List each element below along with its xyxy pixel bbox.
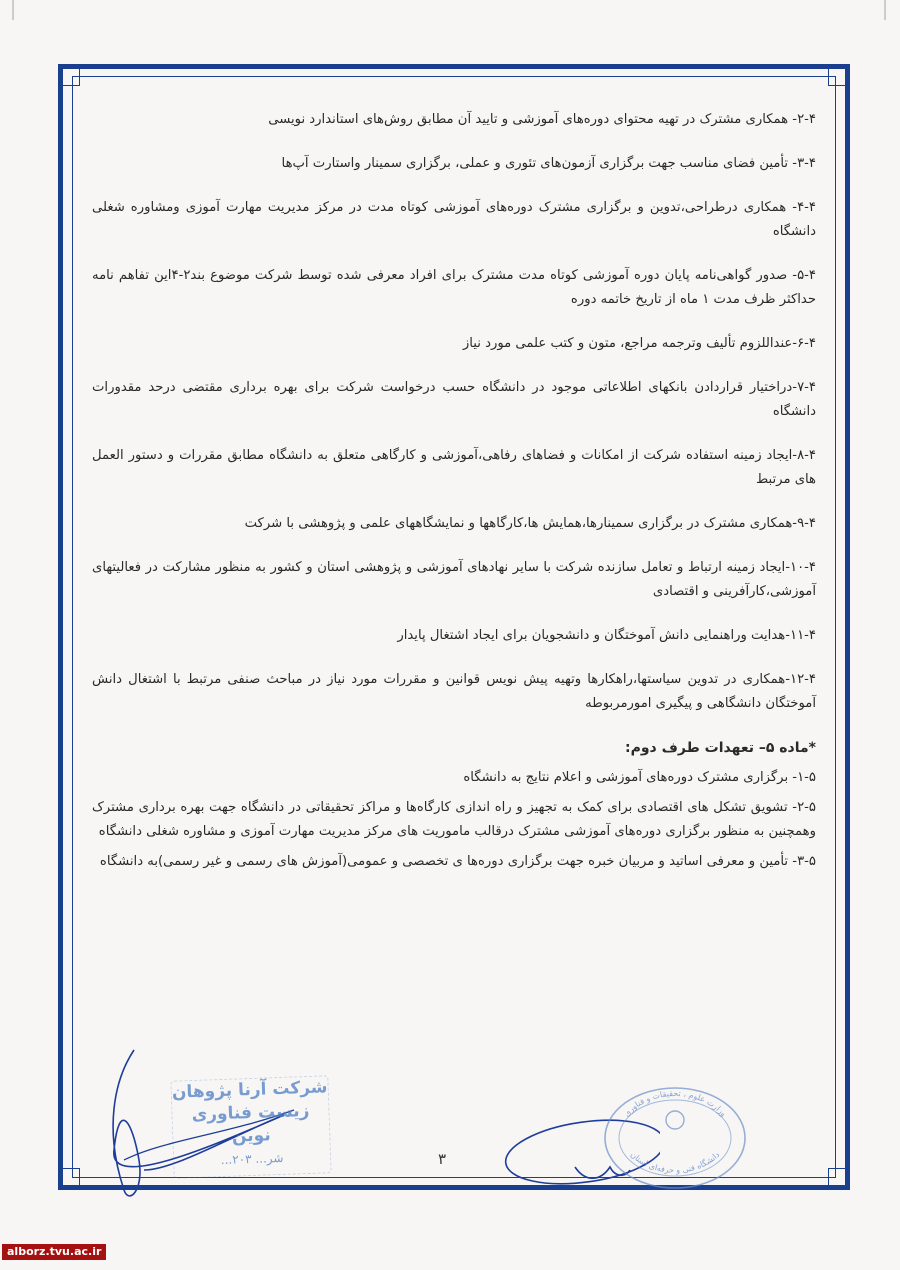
section-heading-article-5: *ماده ۵– تعهدات طرف دوم: <box>624 740 816 756</box>
border-corner-ornament <box>62 1168 80 1186</box>
company-stamp: شرکت آرنا پژوهان زیست فناوری نوین شر... ۲۰۳... <box>170 1075 331 1178</box>
clause-4-6: ۶-۴-عنداللزوم تألیف وترجمه مراجع، متون و کتب علمی مورد نیاز <box>462 336 816 351</box>
svg-text:دانشگاه فنی و حرفه‌ای استان: دانشگاه فنی و حرفه‌ای استان <box>628 1150 722 1175</box>
clause-4-12: ۱۲-۴-همکاری در تدوین سیاستها،راهکارها وتهیه پیش نویس قوانین و مقررات مورد نیاز در مباحث صنفی مرتبط با اشتغال دانش آموختگان دانشگاهی و پیگیری امورمربوطه <box>92 672 816 711</box>
clause-4-8: ۸-۴-ایجاد زمینه استفاده شرکت از امکانات و فضاهای رفاهی،آموزشی و کارگاهی متعلق به دانشگاه مطابق مقررات و دستور العمل های مرتبط <box>92 448 816 487</box>
document-body <box>92 108 816 880</box>
border-corner-ornament <box>828 68 846 86</box>
border-corner-ornament <box>828 1168 846 1186</box>
clause-4-2: ۲-۴- همکاری مشترک در تهیه محتوای دوره‌های آموزشی و تایید آن مطابق روش‌های استاندارد نویسی <box>268 112 816 127</box>
page-number: ۳ <box>438 1150 447 1168</box>
clause-4-9: ۹-۴-همکاری مشترک در برگزاری سمینارها،همایش ها،کارگاهها و نمایشگاههای علمی و پژوهشی با شرکت <box>244 516 816 531</box>
clause-5-1: ۱-۵- برگزاری مشترک دوره‌های آموزشی و اعلام نتایج به دانشگاه <box>463 770 816 785</box>
clause-4-4: ۴-۴- همکاری درطراحی،تدوین و برگزاری مشترک دوره‌های آموزشی کوتاه مدت در مرکز مدیریت مهارت آموزی ومشاوره شغلی دانشگاه <box>92 200 816 239</box>
site-watermark: alborz.tvu.ac.ir <box>2 1244 106 1260</box>
clause-4-10: ۱۰-۴-ایجاد زمینه ارتباط و تعامل سازنده شرکت با سایر نهادهای آموزشی و پژوهشی استان و کشور به منظور مشارکت در فعالیتهای آموزشی،کارآفرینی و اقتصادی <box>92 560 816 599</box>
university-seal-icon <box>600 1080 750 1192</box>
clause-4-11: ۱۱-۴-هدایت وراهنمایی دانش آموختگان و دانشجویان برای ایجاد اشتغال پایدار <box>397 628 816 643</box>
scan-edge-mark <box>0 0 14 20</box>
clause-4-5: ۵-۴- صدور گواهی‌نامه پایان دوره آموزشی کوتاه مدت مشترک برای افراد معرفی شده توسط شرکت موضوع بند۲-۴این تفاهم نامه حداکثر ظرف مدت ۱ ماه از تاریخ خاتمه دوره <box>92 268 816 307</box>
clause-4-3: ۳-۴- تأمین فضای مناسب جهت برگزاری آزمون‌های تئوری و عملی، برگزاری سمینار واستارت آپ‌ها <box>281 156 816 171</box>
clause-5-3: ۳-۵- تأمین و معرفی اساتید و مربیان خبره جهت برگزاری دوره‌ها ی تخصصی و عمومی(آموزش های رسمی و غیر رسمی)به دانشگاه <box>99 854 816 869</box>
clause-4-7: ۷-۴-دراختیار قراردادن بانکهای اطلاعاتی موجود در دانشگاه حسب درخواست شرکت برای بهره برداری مقتضی درحد مقدورات دانشگاه <box>92 380 816 419</box>
border-corner-ornament <box>62 68 80 86</box>
clause-5-2: ۲-۵- تشویق تشکل های اقتصادی برای کمک به تجهیز و راه اندازی کارگاه‌ها و مراکز تحقیقاتی در دانشگاه جهت بهره برداری مشترک وهمچنین به منظور برگزاری دوره‌های آموزشی مشترک درقالب ماموریت های مرکز مدیریت مهارت آموزی و مشاوره شغلی دانشگاه <box>92 800 816 839</box>
scan-edge-mark <box>884 0 900 20</box>
svg-text:وزارت علوم ، تحقیقات و فناوری: وزارت علوم ، تحقیقات و فناوری <box>621 1088 729 1119</box>
